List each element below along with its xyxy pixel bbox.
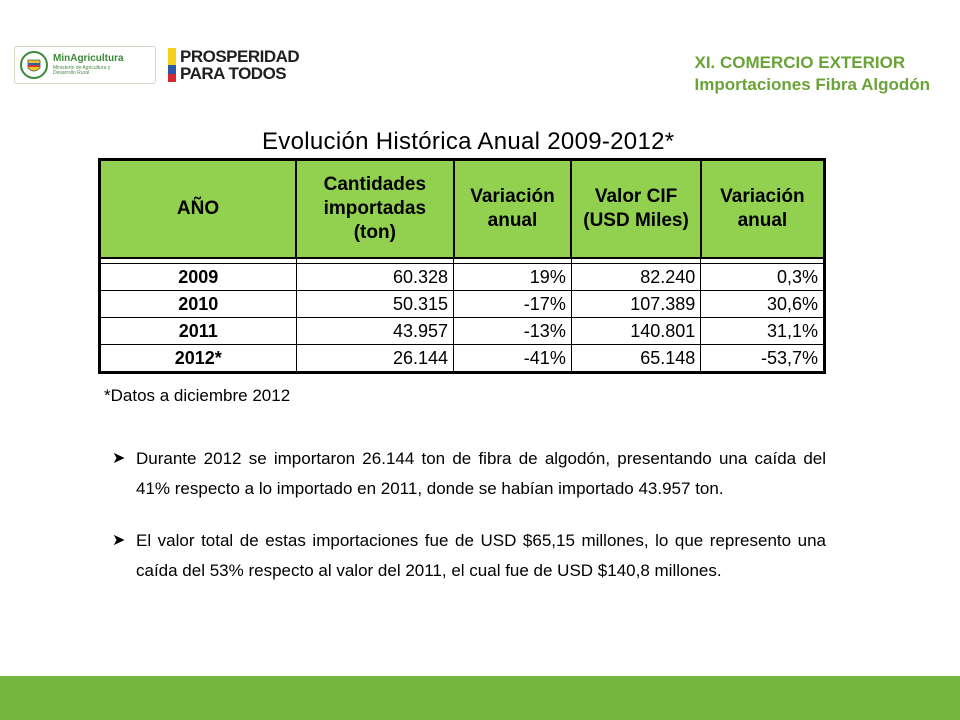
table-row: [100, 318, 825, 345]
cell-quantity: 26.144: [296, 345, 454, 373]
cell-year: 2010: [100, 291, 297, 318]
prosperidad-line2: PARA TODOS: [180, 64, 287, 83]
section-subtitle: Importaciones Fibra Algodón: [694, 75, 930, 94]
list-item: [112, 526, 826, 586]
bullet-list: [112, 444, 826, 608]
section-header: [695, 52, 931, 96]
cell-cif-value: 107.389: [571, 291, 700, 318]
table-header-row: [100, 160, 825, 259]
minagricultura-logo: [14, 46, 156, 84]
col-header-quantity: Cantidades importadas (ton): [296, 160, 454, 259]
cell-year: 2012*: [100, 345, 297, 373]
table-title: Evolución Histórica Anual 2009-2012*: [262, 128, 675, 155]
cell-value-variation: 31,1%: [701, 318, 825, 345]
list-item: [112, 444, 826, 504]
prosperidad-logo: [168, 44, 312, 86]
col-header-cif-value: Valor CIF (USD Miles): [571, 160, 700, 259]
cell-cif-value: 140.801: [571, 318, 700, 345]
col-header-qty-variation: Variación anual: [454, 160, 572, 259]
section-title: XI. COMERCIO EXTERIOR: [694, 53, 906, 72]
cell-qty-variation: -41%: [454, 345, 572, 373]
imports-table: [98, 158, 826, 374]
cell-qty-variation: 19%: [454, 264, 572, 291]
prosperidad-line1: PROSPERIDAD: [180, 47, 300, 66]
table-row: [100, 291, 825, 318]
coat-of-arms-icon: [19, 50, 49, 80]
cell-cif-value: 65.148: [571, 345, 700, 373]
bullet-text: El valor total de estas importaciones fue de USD $65,15 millones, lo que represento una caída del 53% respecto al valor del 2011, el cual fue de USD $140,8 millones.: [136, 531, 826, 580]
cell-qty-variation: -13%: [454, 318, 572, 345]
cell-quantity: 43.957: [296, 318, 454, 345]
bullet-text: Durante 2012 se importaron 26.144 ton de fibra de algodón, presentando una caída del 41% respecto a lo importado en 2011, donde se habían importado 43.957 ton.: [136, 449, 826, 498]
cell-quantity: 50.315: [296, 291, 454, 318]
cell-value-variation: -53,7%: [701, 345, 825, 373]
cell-year: 2011: [100, 318, 297, 345]
cell-cif-value: 82.240: [571, 264, 700, 291]
cell-value-variation: 30,6%: [701, 291, 825, 318]
cell-quantity: 60.328: [296, 264, 454, 291]
cell-value-variation: 0,3%: [701, 264, 825, 291]
colombia-flag-icon: [168, 48, 176, 82]
ministry-subtitle: Ministerio de Agricultura y Desarrollo Rural: [53, 65, 111, 76]
arrow-bullet-icon: ➤: [112, 450, 126, 467]
col-header-value-variation: Variación anual: [701, 160, 825, 259]
cell-qty-variation: -17%: [454, 291, 572, 318]
cell-year: 2009: [100, 264, 297, 291]
ministry-name: MinAgricultura: [53, 53, 124, 64]
table-row: [100, 264, 825, 291]
col-header-year: AÑO: [100, 160, 297, 259]
table-row: [100, 345, 825, 373]
table-footnote: *Datos a diciembre 2012: [104, 386, 291, 405]
footer-bar: [0, 676, 960, 720]
arrow-bullet-icon: ➤: [112, 532, 126, 549]
